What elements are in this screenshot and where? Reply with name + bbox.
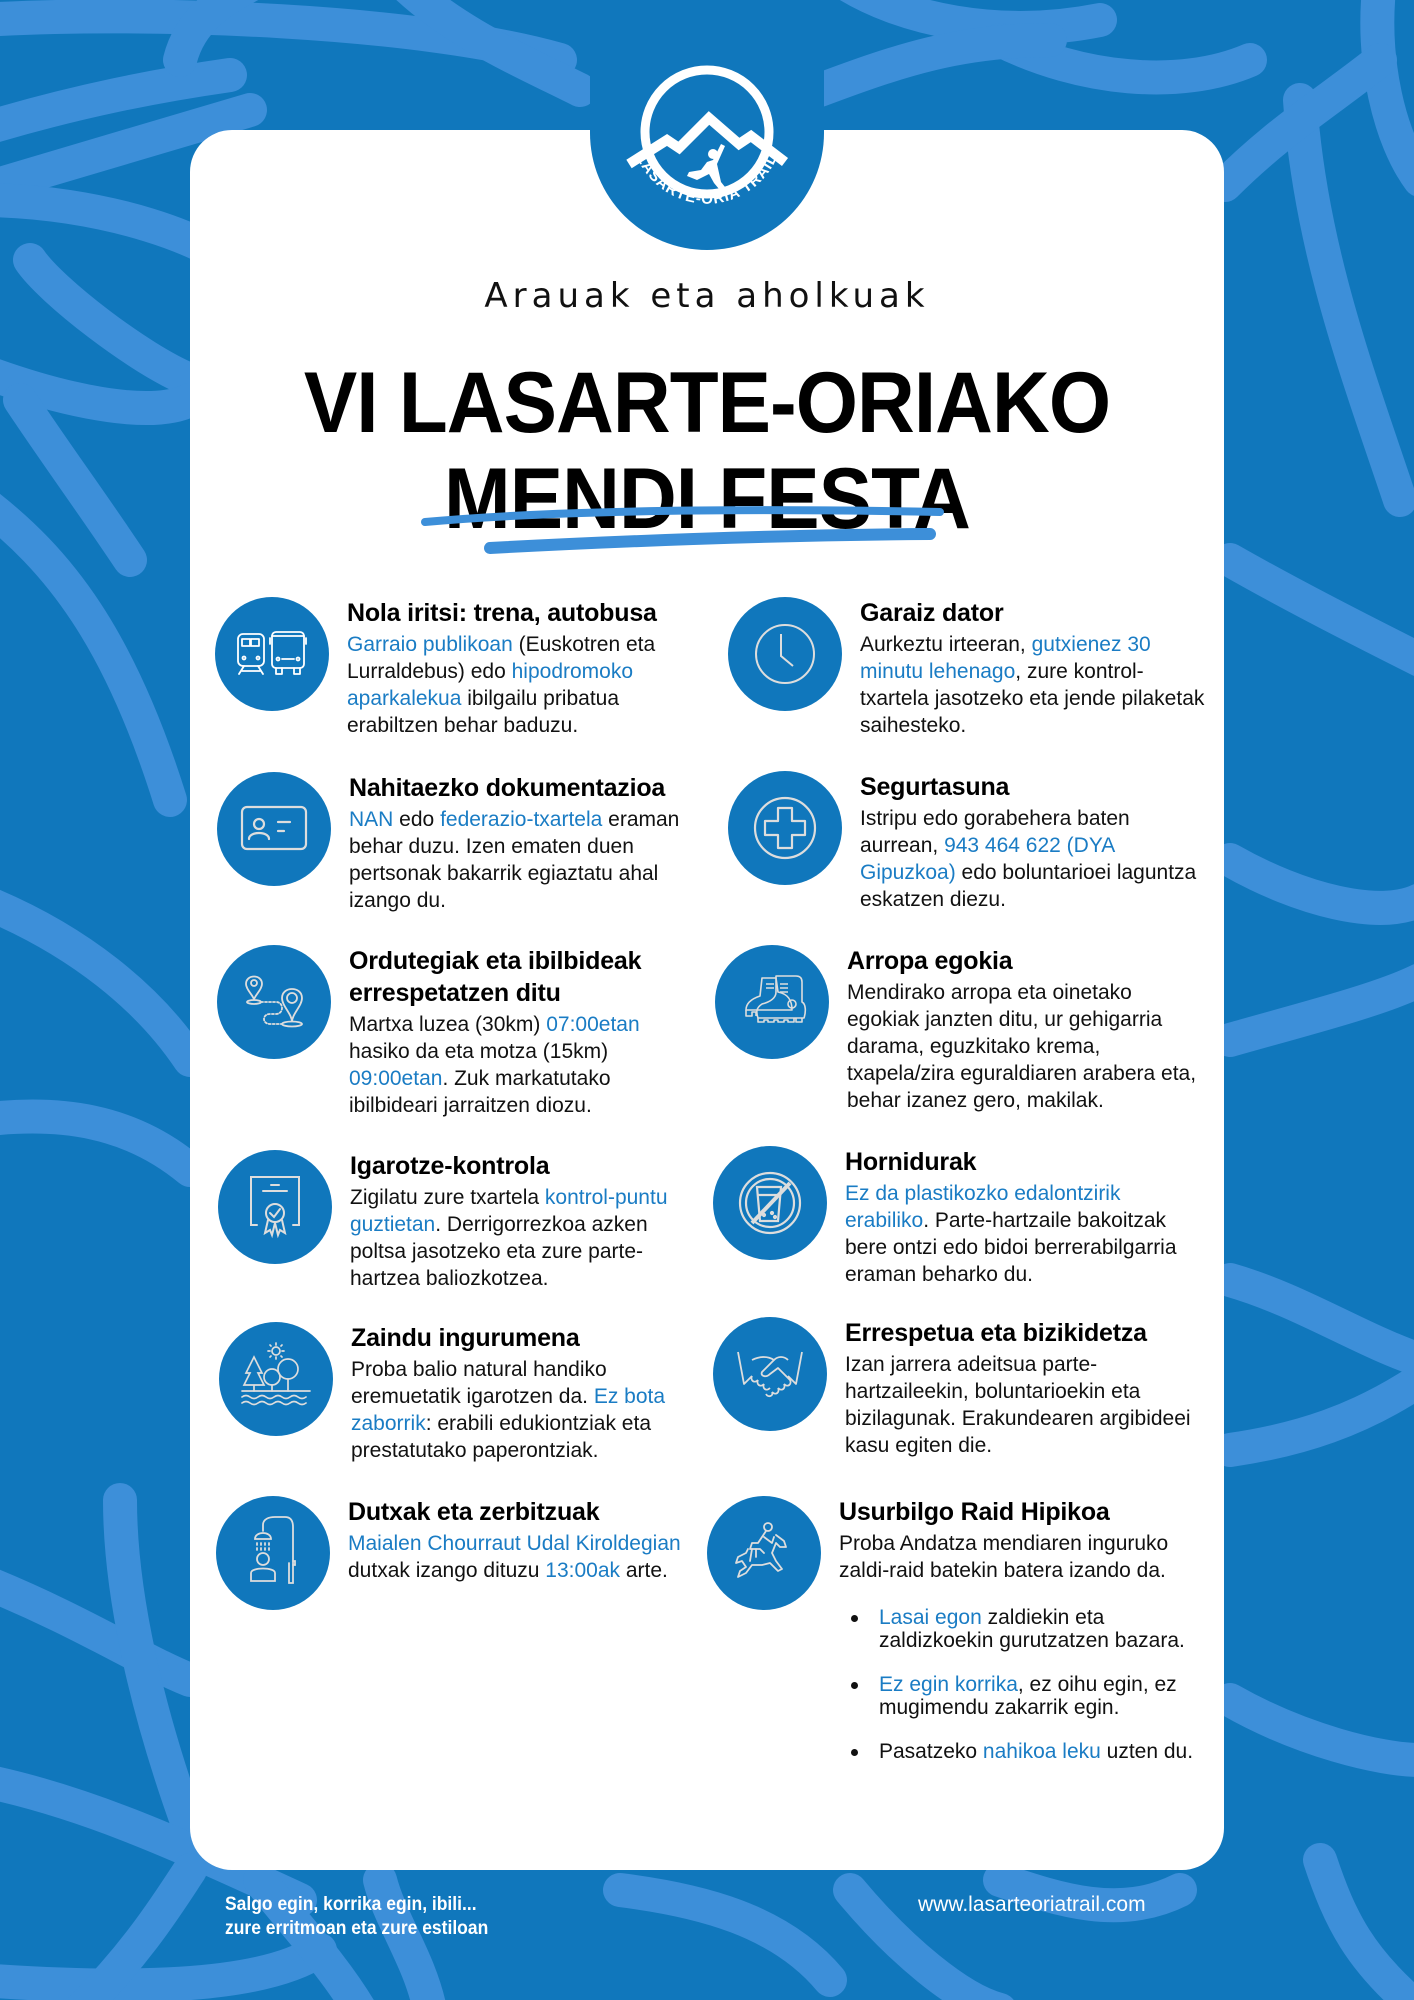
rule-body [847, 979, 1197, 1114]
highlight-text: 09:00etan [349, 1067, 443, 1090]
body-text: zaldiekin eta zaldizkoekin gurutzatzen bazara. [879, 1606, 1185, 1652]
highlight-text: gutxienez 30 minutu lehenago [860, 633, 1151, 683]
footer-slogan-line-1: Salgo egin, korrika egin, ibili... [225, 1894, 477, 1915]
rule-body [350, 1184, 700, 1292]
rule-title: Errespetua eta bizikidetza [845, 1319, 1147, 1347]
body-text: edo [393, 808, 441, 831]
body-text: uzten du. [1100, 1740, 1194, 1763]
svg-text:LASARTE-ORIA TRAIL: LASARTE-ORIA TRAIL [632, 150, 782, 208]
no-plastic-cup-icon [713, 1146, 827, 1260]
highlight-text: nahikoa leku [982, 1740, 1101, 1763]
highlight-text: Garraio publikoan [347, 633, 513, 656]
highlight-text: Ez bota zaborrik [351, 1385, 666, 1435]
shower-icon [216, 1496, 330, 1610]
id-card-icon [217, 772, 331, 886]
body-text: Mendirako arropa eta oinetako egokiak janzten ditu, ur gehigarria darama, eguzkitako krema, txapela/zira eguraldiaren arabera eta, behar izanez gero, makilak. [847, 981, 1197, 1112]
body-text: , ez oihu egin, ez mugimendu zakarrik egin. [879, 1673, 1177, 1719]
rule-title: Hornidurak [845, 1148, 977, 1176]
nature-trees-icon [219, 1322, 333, 1436]
handshake-icon [713, 1317, 827, 1431]
body-text: hasiko da eta motza (15km) [349, 1040, 609, 1063]
bullet-item [839, 1740, 1199, 1763]
body-text: . Zuk markatutako ibilbideari jarraitzen diozu. [349, 1067, 611, 1117]
body-text: : erabili edukiontziak eta prestatutako paperontziak. [351, 1412, 652, 1462]
body-text: ibilgailu pribatua erabiltzen behar baduzu. [347, 687, 620, 737]
rule-title: Nola iritsi: trena, autobusa [347, 599, 657, 627]
rule-title: Garaiz dator [860, 599, 1004, 627]
body-text: Pasatzeko [879, 1740, 983, 1763]
lasarte-oria-trail-logo-icon [617, 52, 797, 232]
body-text: . Parte-hartzaile bakoitzak bere ontzi edo bidoi berrerabilgarria eraman beharko du. [845, 1209, 1177, 1286]
highlight-text: Ez egin korrika [879, 1673, 1018, 1696]
rule-body [860, 805, 1210, 913]
body-text: , zure kontrol-txartela jasotzeko eta jende pilaketak saihesteko. [860, 660, 1205, 737]
body-text: Martxa luzea (30km) [349, 1013, 547, 1036]
rule-body [860, 631, 1210, 739]
train-bus-icon [215, 597, 329, 711]
highlight-text: hipodromoko aparkalekua [347, 660, 634, 710]
rule-title: Arropa egokia [847, 947, 1013, 975]
rule-title: Usurbilgo Raid Hipikoa [839, 1498, 1110, 1526]
highlight-text: Ez da plastikozko edalontzirik erabiliko [845, 1182, 1121, 1232]
rule-title: Nahitaezko dokumentazioa [349, 774, 666, 802]
title-line-1: VI LASARTE-ORIAKO [303, 355, 1111, 451]
bullet-item [839, 1673, 1199, 1719]
footer-website-link[interactable]: www.lasarteoriatrail.com [918, 1893, 1146, 1916]
footer-slogan-line-2: zure erritmoan eta zure estiloan [225, 1918, 489, 1939]
rule-title: Igarotze-kontrola [350, 1152, 550, 1180]
horse-raid-bullets [839, 1606, 1199, 1763]
rule-body [349, 806, 699, 914]
highlight-text: 13:00ak [545, 1559, 621, 1582]
rule-body [348, 1530, 698, 1584]
body-text: Zigilatu zure txartela [350, 1186, 545, 1209]
highlight-text: NAN [349, 808, 394, 831]
highlight-text: 07:00etan [546, 1013, 640, 1036]
hiking-boots-icon [715, 945, 829, 1059]
rule-body [349, 1011, 699, 1119]
clock-icon [728, 597, 842, 711]
highlight-text: 943 464 622 (DYA Gipuzkoa) [860, 834, 1115, 884]
brush-underline [410, 500, 980, 560]
body-text: edo boluntarioei laguntza eskatzen diezu. [860, 861, 1197, 911]
highlight-text: Maialen Chourraut Udal Kiroldegian [348, 1532, 681, 1555]
body-text: Aurkeztu irteeran, [860, 633, 1032, 656]
page-subtitle: Arauak eta aholkuak [484, 276, 930, 316]
body-text: . Derrigorrezkoa azken poltsa jasotzeko eta zure parte-hartzea baliozkotzea. [350, 1213, 648, 1290]
bullet-item [839, 1606, 1199, 1652]
body-text: Proba Andatza mendiaren inguruko zaldi-raid batekin batera izando da. [839, 1532, 1169, 1582]
rule-title: Segurtasuna [860, 773, 1010, 801]
body-text: Proba balio natural handiko eremuetatik igarotzen da. [351, 1358, 607, 1408]
highlight-text: Lasai egon [879, 1606, 982, 1629]
rule-title: Ordutegiak eta ibilbideak errespetatzen ditu [349, 947, 642, 1007]
rule-body [845, 1351, 1195, 1459]
footer-slogan [225, 1893, 488, 1941]
horse-rider-icon [707, 1496, 821, 1610]
body-text: dutxak izango dituzu [348, 1559, 546, 1582]
rule-body [845, 1180, 1195, 1288]
body-text: arte. [620, 1559, 668, 1582]
body-text: eraman behar duzu. Izen ematen duen pertsonak bakarrik egiaztatu ahal izango du. [349, 808, 680, 912]
rule-title: Dutxak eta zerbitzuak [348, 1498, 600, 1526]
rule-body [839, 1530, 1199, 1584]
body-text: (Euskotren eta Lurraldebus) edo [347, 633, 656, 683]
rule-title: Zaindu ingurumena [351, 1324, 580, 1352]
route-map-pin-icon [217, 945, 331, 1059]
body-text: Istripu edo gorabehera baten aurrean, [860, 807, 1130, 857]
rule-body [351, 1356, 701, 1464]
highlight-text: kontrol-puntu guztietan [350, 1186, 668, 1236]
medical-cross-icon [728, 771, 842, 885]
rule-body [347, 631, 697, 739]
body-text: Izan jarrera adeitsua parte-hartzaileekin, boluntarioekin eta bizilagunak. Erakundearen argibideei kasu egiten die. [845, 1353, 1191, 1457]
title-line-2: MENDI FESTA [444, 451, 970, 547]
certificate-icon [218, 1150, 332, 1264]
highlight-text: federazio-txartela [440, 808, 603, 831]
